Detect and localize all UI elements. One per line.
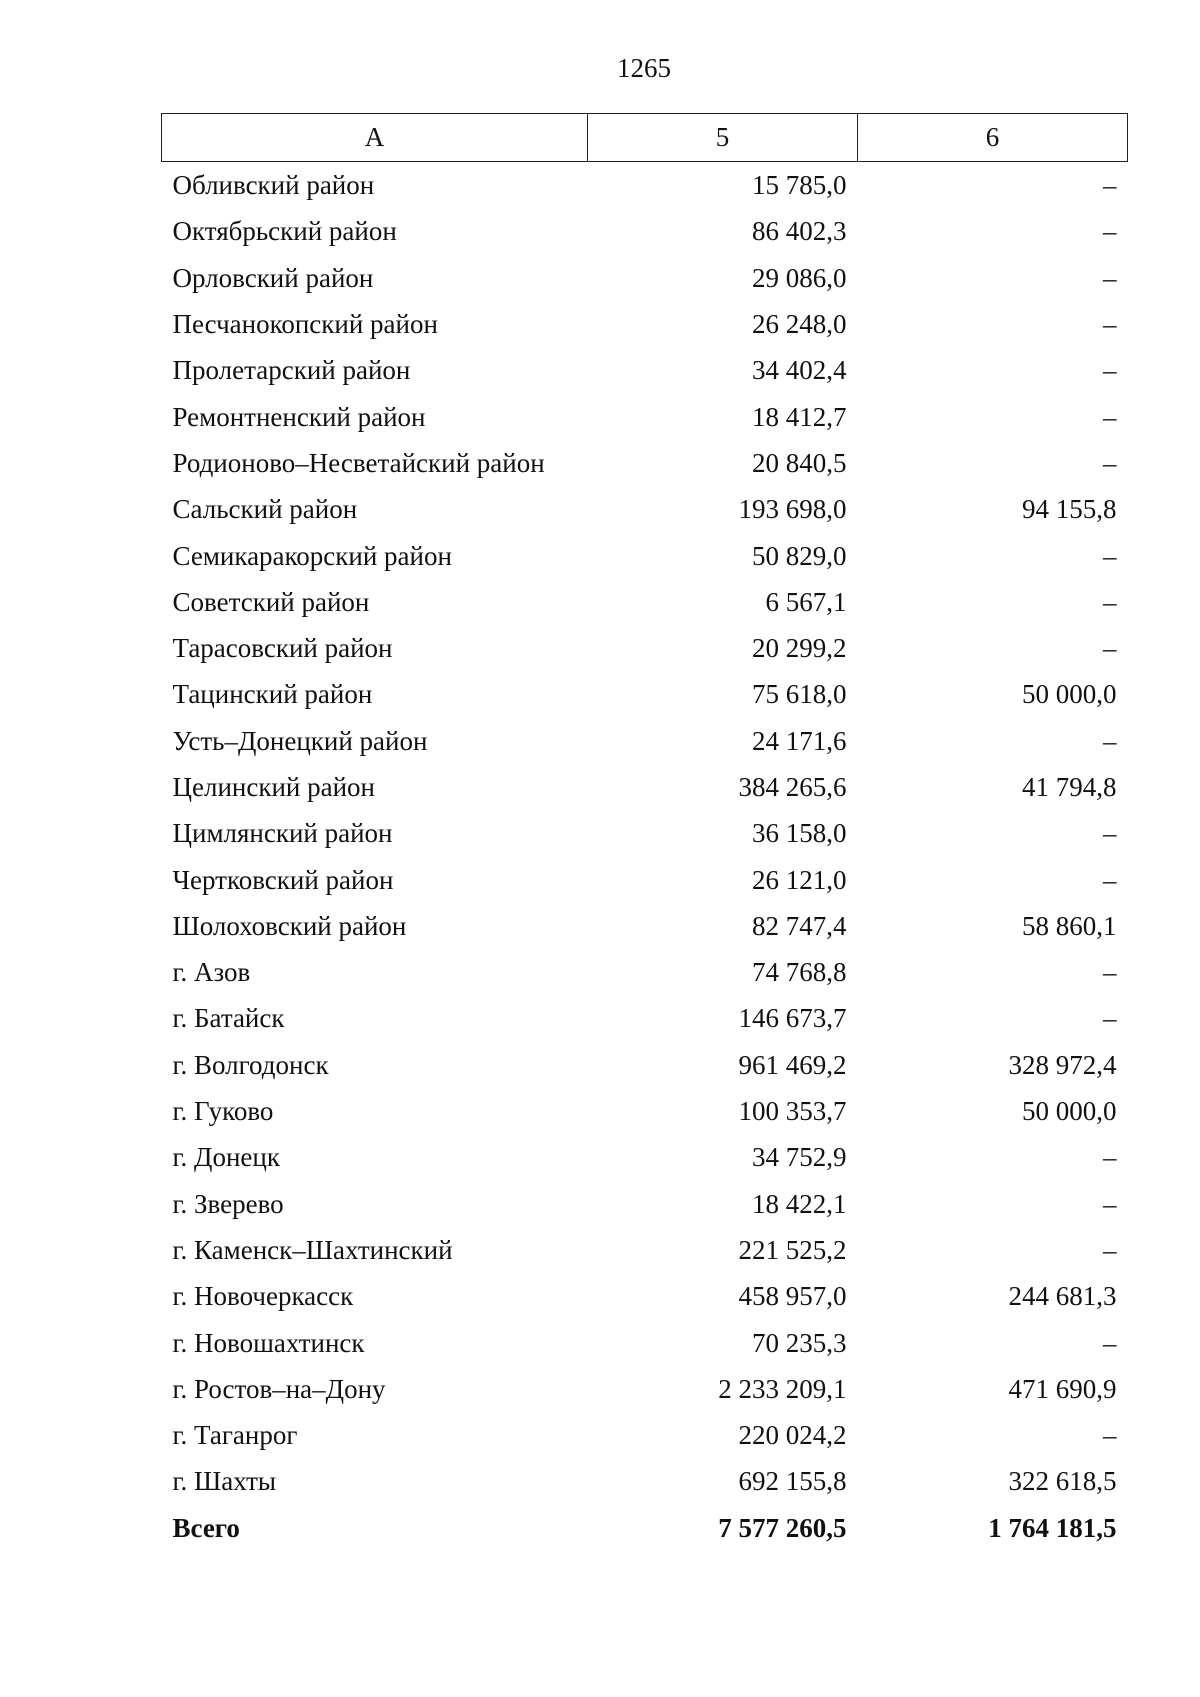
- cell-name: Семикаракорский район: [172, 540, 452, 571]
- cell-column-5: 26 121,0: [752, 864, 847, 895]
- cell-column-6: –: [1103, 1420, 1117, 1451]
- cell-column-5: 18 412,7: [752, 401, 847, 432]
- cell-name: Тацинский район: [172, 679, 373, 710]
- table-row: [162, 301, 1128, 347]
- column-header-5: 5: [588, 114, 858, 162]
- table-row: [162, 625, 1128, 671]
- cell-column-6: –: [1103, 309, 1117, 340]
- cell-column-5: 24 171,6: [752, 725, 847, 756]
- cell-name: г. Волгодонск: [172, 1049, 329, 1080]
- cell-column-6: –: [1103, 216, 1117, 247]
- cell-column-5: 20 840,5: [752, 447, 847, 478]
- cell-name: Чертковский район: [172, 864, 394, 895]
- cell-column-6: 50 000,0: [1022, 1096, 1117, 1127]
- cell-column-6: 471 690,9: [1008, 1373, 1117, 1404]
- cell-name: г. Зверево: [172, 1188, 284, 1219]
- cell-column-5: 20 299,2: [752, 633, 847, 664]
- cell-column-5: 6 567,1: [765, 586, 847, 617]
- cell-name: г. Таганрог: [172, 1420, 298, 1451]
- table-row: [162, 208, 1128, 254]
- table-row: [162, 255, 1128, 301]
- table-row: [162, 856, 1128, 902]
- table-row: [162, 440, 1128, 486]
- cell-name: Шолоховский район: [172, 910, 407, 941]
- cell-column-6: –: [1103, 818, 1117, 849]
- table-row: [162, 1273, 1128, 1319]
- cell-name: г. Батайск: [172, 1003, 285, 1034]
- table-row: [162, 764, 1128, 810]
- cell-name: Родионово–Несветайский район: [172, 447, 545, 478]
- column-header-name: А: [162, 114, 588, 162]
- cell-column-6: –: [1103, 355, 1117, 386]
- cell-column-5: 18 422,1: [752, 1188, 847, 1219]
- cell-column-5: 458 957,0: [738, 1281, 847, 1312]
- table-row: [162, 1412, 1128, 1458]
- cell-name: г. Каменск–Шахтинский: [172, 1234, 453, 1265]
- table-body: [162, 162, 1128, 1552]
- cell-column-5: 100 353,7: [738, 1096, 847, 1127]
- cell-column-5: 70 235,3: [752, 1327, 847, 1358]
- cell-column-5: 220 024,2: [738, 1420, 847, 1451]
- cell-column-5: 7 577 260,5: [718, 1513, 847, 1544]
- cell-column-6: 328 972,4: [1008, 1049, 1117, 1080]
- cell-column-6: –: [1103, 401, 1117, 432]
- cell-column-6: –: [1103, 540, 1117, 571]
- cell-column-6: –: [1103, 170, 1117, 201]
- cell-name: г. Азов: [172, 957, 251, 988]
- cell-column-5: 193 698,0: [738, 494, 847, 525]
- cell-name: Цимлянский район: [172, 818, 393, 849]
- table-header: [162, 114, 1128, 162]
- cell-column-5: 2 233 209,1: [718, 1373, 847, 1404]
- column-header-6: 6: [858, 114, 1128, 162]
- cell-column-6: 50 000,0: [1022, 679, 1117, 710]
- cell-column-5: 36 158,0: [752, 818, 847, 849]
- cell-column-5: 86 402,3: [752, 216, 847, 247]
- cell-column-6: –: [1103, 957, 1117, 988]
- cell-column-5: 75 618,0: [752, 679, 847, 710]
- table-row: [162, 1088, 1128, 1134]
- table-row: [162, 1042, 1128, 1088]
- cell-column-5: 15 785,0: [752, 170, 847, 201]
- cell-column-6: 244 681,3: [1008, 1281, 1117, 1312]
- cell-name: г. Шахты: [172, 1466, 277, 1497]
- table-row: [162, 579, 1128, 625]
- budget-table: [161, 113, 1128, 1552]
- cell-column-5: 961 469,2: [738, 1049, 847, 1080]
- table-row: [162, 347, 1128, 393]
- cell-column-5: 74 768,8: [752, 957, 847, 988]
- table-row: [162, 671, 1128, 717]
- page-number: 1265: [617, 53, 671, 83]
- cell-name: Песчанокопский район: [172, 309, 438, 340]
- table-row: [162, 1181, 1128, 1227]
- cell-name: Сальский район: [172, 494, 358, 525]
- total-row: [162, 1505, 1128, 1552]
- table-row: [162, 1319, 1128, 1365]
- cell-column-6: –: [1103, 864, 1117, 895]
- table-row: [162, 532, 1128, 578]
- cell-column-6: 94 155,8: [1022, 494, 1117, 525]
- cell-name: г. Гуково: [172, 1096, 274, 1127]
- cell-column-6: 58 860,1: [1022, 910, 1117, 941]
- cell-column-5: 50 829,0: [752, 540, 847, 571]
- table-row: [162, 486, 1128, 532]
- cell-name: Орловский район: [172, 262, 374, 293]
- cell-column-6: –: [1103, 1142, 1117, 1173]
- cell-column-6: 1 764 181,5: [988, 1513, 1117, 1544]
- cell-name: Ремонтненский район: [172, 401, 426, 432]
- cell-column-6: –: [1103, 1003, 1117, 1034]
- table-row: [162, 1458, 1128, 1504]
- cell-column-5: 34 402,4: [752, 355, 847, 386]
- cell-name: Усть–Донецкий район: [172, 725, 428, 756]
- cell-column-5: 221 525,2: [738, 1234, 847, 1265]
- cell-column-5: 384 265,6: [738, 772, 847, 802]
- table-row: [162, 949, 1128, 995]
- cell-column-6: –: [1103, 725, 1117, 756]
- cell-name: Целинский район: [172, 772, 375, 802]
- table-row: [162, 393, 1128, 439]
- cell-name: г. Новошахтинск: [172, 1327, 365, 1358]
- cell-name: г. Новочеркасск: [172, 1281, 354, 1312]
- cell-name: Тарасовский район: [172, 633, 393, 664]
- header-row: [162, 114, 1128, 162]
- cell-column-6: –: [1103, 1188, 1117, 1219]
- table-row: [162, 162, 1128, 209]
- cell-name: Обливский район: [172, 170, 375, 201]
- cell-name: Пролетарский район: [172, 355, 411, 386]
- cell-column-6: –: [1103, 1234, 1117, 1265]
- cell-name: г. Ростов–на–Дону: [172, 1373, 386, 1404]
- cell-column-5: 29 086,0: [752, 262, 847, 293]
- cell-column-6: –: [1103, 262, 1117, 293]
- cell-column-6: –: [1103, 633, 1117, 664]
- cell-column-5: 34 752,9: [752, 1142, 847, 1173]
- cell-name: Всего: [172, 1513, 240, 1544]
- cell-column-6: –: [1103, 1327, 1117, 1358]
- table-row: [162, 1134, 1128, 1180]
- cell-column-6: –: [1103, 586, 1117, 617]
- cell-column-5: 26 248,0: [752, 309, 847, 340]
- cell-column-6: 41 794,8: [1022, 772, 1117, 802]
- table-row: [162, 718, 1128, 764]
- table-row: [162, 810, 1128, 856]
- table-row: [162, 1366, 1128, 1412]
- table-row: [162, 995, 1128, 1041]
- cell-name: Советский район: [172, 586, 370, 617]
- cell-name: г. Донецк: [172, 1142, 280, 1173]
- cell-column-6: 322 618,5: [1008, 1466, 1117, 1497]
- cell-name: Октябрьский район: [172, 216, 397, 247]
- cell-column-5: 146 673,7: [738, 1003, 847, 1034]
- cell-column-6: –: [1103, 447, 1117, 478]
- cell-column-5: 692 155,8: [738, 1466, 847, 1497]
- table-row: [162, 1227, 1128, 1273]
- cell-column-5: 82 747,4: [752, 910, 847, 941]
- table-row: [162, 903, 1128, 949]
